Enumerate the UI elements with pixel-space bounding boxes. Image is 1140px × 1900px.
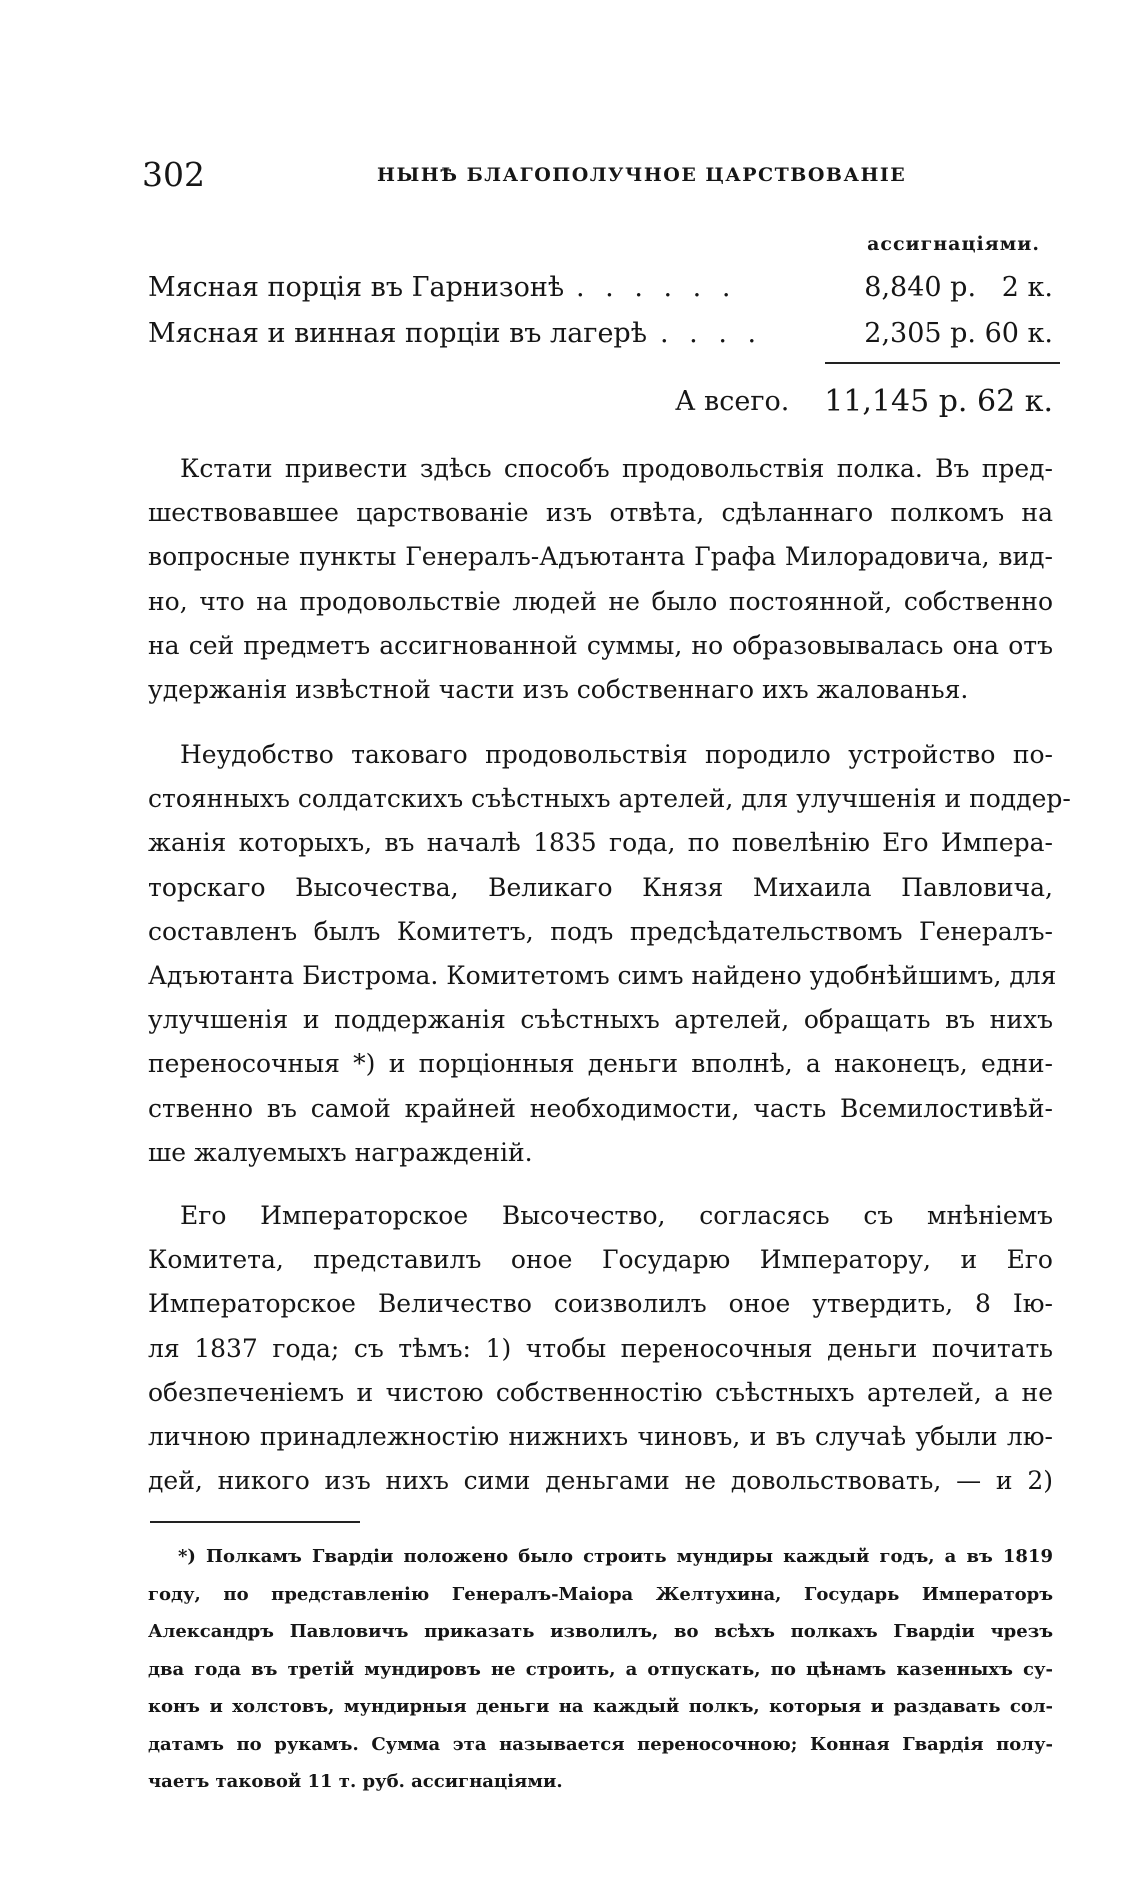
paragraph-1: [148, 447, 1053, 712]
text-line: обезпеченіемъ и чистою собственностію съѣстныхъ артелей, а не: [148, 1377, 1053, 1407]
text-line: Кстати привести здѣсь способъ продовольствія полка. Въ пред-: [180, 454, 1053, 483]
paragraph-2: [148, 733, 1071, 1175]
footnote: [148, 1538, 1053, 1801]
ledger-label: Мясная порція въ Гарнизонѣ: [148, 272, 565, 303]
text-line: удержанія извѣстной части изъ собственнаго ихъ жалованья.: [148, 674, 969, 704]
footnote-line: конъ и холстовъ, мундирныя деньги на каждый полкъ, которыя и раздавать сол-: [148, 1696, 1053, 1717]
text-line: Комитета, представилъ оное Государю Императору, и Его: [148, 1245, 1053, 1275]
leader-dots: . . . .: [660, 318, 763, 349]
text-line: Императорское Величество соизволилъ оное утвердить, 8 Ію-: [148, 1289, 1053, 1319]
text-line: дей, никого изъ нихъ сими деньгами не довольствовать, — и 2): [148, 1466, 1053, 1496]
ledger-amount: 2,305 р. 60 к.: [864, 318, 1053, 349]
footnote-line: *) Полкамъ Гвардіи положено было строить мундиры каждый годъ, а въ 1819: [178, 1546, 1053, 1567]
text-line: торскаго Высочества, Великаго Князя Михаила Павловича,: [148, 872, 1053, 902]
text-line: но, что на продовольствіе людей не было постоянной, собственно: [148, 586, 1053, 616]
paragraph-3: [148, 1194, 1053, 1503]
ledger-row-garrison: [148, 272, 1053, 312]
running-title: НЫНѢ БЛАГОПОЛУЧНОЕ ЦАРСТВОВАНІЕ: [377, 164, 907, 186]
running-head: [142, 155, 1042, 195]
text-line: личною принадлежностію нижнихъ чиновъ, и въ случаѣ убыли лю-: [148, 1421, 1053, 1451]
footnote-line: Александръ Павловичъ приказать изволилъ, во всѣхъ полкахъ Гвардіи чрезъ: [148, 1621, 1053, 1642]
total-label: А всего.: [675, 386, 790, 417]
ledger-label: Мясная и винная порціи въ лагерѣ: [148, 318, 647, 349]
currency-note: ассигнаціями.: [867, 233, 1040, 255]
text-line: на сей предметъ ассигнованной суммы, но образовывалась она отъ: [148, 630, 1053, 660]
text-line: Адъютанта Бистрома. Комитетомъ симъ найдено удобнѣйшимъ, для: [148, 960, 1057, 990]
footnote-line: датамъ по рукамъ. Сумма эта называется переносочною; Конная Гвардія полу-: [148, 1733, 1053, 1755]
ledger-row-camp: [148, 318, 1053, 358]
footnote-line: чаетъ таковой 11 т. руб. ассигнаціями.: [148, 1771, 563, 1792]
text-line: Его Императорское Высочество, согласясь съ мнѣніемъ: [180, 1201, 1053, 1230]
text-line: шествовавшее царствованіе изъ отвѣта, сдѣланнаго полкомъ на: [148, 498, 1053, 528]
leader-dots: . . . . . .: [576, 272, 737, 303]
text-line: улучшенія и поддержанія съѣстныхъ артелей, обращать въ нихъ: [148, 1005, 1053, 1035]
ledger-amount: 8,840 р. 2 к.: [864, 272, 1053, 303]
ledger-total-row: [600, 384, 1053, 424]
text-line: Неудобство таковаго продовольствія породило устройство по-: [180, 740, 1053, 769]
text-line: составленъ былъ Комитетъ, подъ предсѣдательствомъ Генералъ-: [148, 916, 1053, 946]
text-line: переносочныя *) и порціонныя деньги вполнѣ, а наконецъ, едни-: [148, 1049, 1053, 1079]
text-line: ше жалуемыхъ награжденій.: [148, 1137, 533, 1167]
page-number: 302: [142, 155, 205, 194]
text-line: ля 1837 года; съ тѣмъ: 1) чтобы переносочныя деньги почитать: [148, 1333, 1053, 1363]
text-line: вопросные пункты Генералъ-Адъютанта Графа Милорадовича, вид-: [148, 542, 1053, 572]
footnote-separator: [150, 1521, 360, 1523]
footnote-line: году, по представленію Генералъ-Маіора Желтухина, Государь Императоръ: [148, 1583, 1053, 1605]
text-line: жанія которыхъ, въ началѣ 1835 года, по повелѣнію Его Импера-: [148, 828, 1053, 858]
total-amount: 11,145 р. 62 к.: [824, 384, 1053, 419]
ledger-sum-rule: [825, 362, 1060, 364]
text-line: ственно въ самой крайней необходимости, часть Всемилостивѣй-: [148, 1093, 1053, 1123]
text-line: стоянныхъ солдатскихъ съѣстныхъ артелей, для улучшенія и поддер-: [148, 784, 1071, 814]
footnote-line: два года въ третій мундировъ не строить, а отпускать, по цѣнамъ казенныхъ су-: [148, 1658, 1053, 1680]
